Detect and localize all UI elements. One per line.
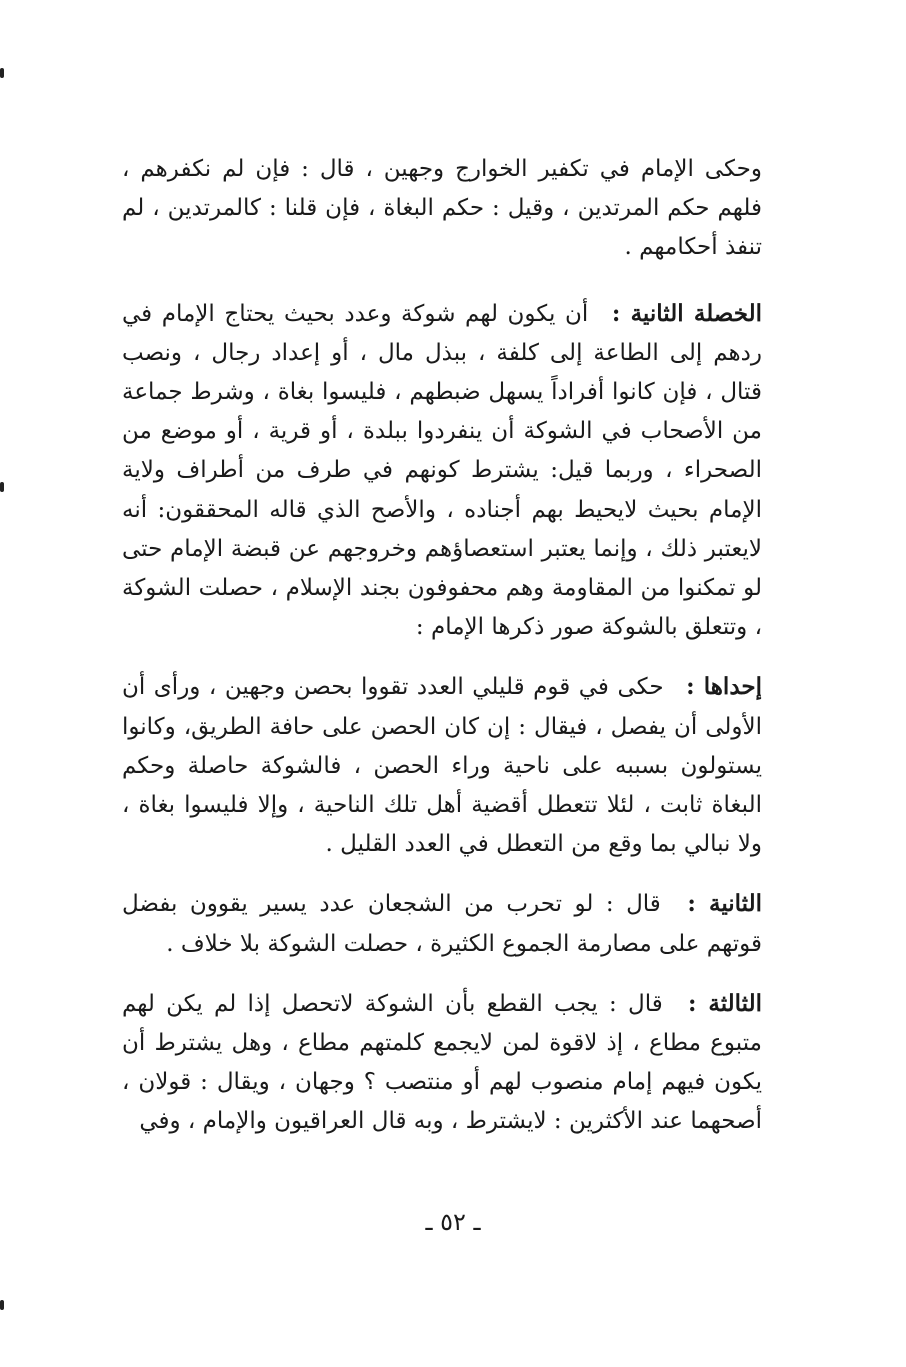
paragraph-text: قال : يجب القطع بأن الشوكة لاتحصل إذا لم يكن لهم متبوع مطاع ، إذ لاقوة لمن لايجمع كلمتهم مطاع ، وهل يشترط أن يكون فيهم إمام منصوب لهم أو منتصب ؟ وجهان ، ويقال : قولان ، أصحهما عند الأكثرين : لايشترط ، وبه قال العراقيون والإمام ، وفي [122,990,762,1135]
scan-edge-mark [0,68,4,78]
paragraph-khawarij [122,150,762,268]
paragraph-text: حكى في قوم قليلي العدد تقووا بحصن وجهين ، ورأى أن الأولى أن يفصل ، فيقال : إن كان الحصن على حافة الطريق، وكانوا يستولون بسببه على ناحية وراء الحصن ، فالشوكة حاصلة وحكم البغاة ثابت ، لئلا تتعطل أقضية أهل تلك الناحية ، وإلا فليسوا بغاة ، ولا نبالي بما وقع من التعطل في العدد القليل . [122,674,762,858]
section-heading: إحداها : [686,673,762,701]
paragraph-second-case [122,884,762,963]
paragraph-first-case [122,667,762,864]
page-number: ـ ٥٢ ـ [425,1208,481,1236]
document-page [122,150,762,1142]
spacer [122,964,762,984]
paragraph-text: قال : لو تحرب من الشجعان عدد يسير يقوون بفضل قوتهم على مصارمة الجموع الكثيرة ، حصلت الشوكة بلا خلاف . [122,891,762,957]
paragraph-text: وحكى الإمام في تكفير الخوارج وجهين ، قال : فإن لم نكفرهم ، فلهم حكم المرتدين ، وقيل : حكم البغاة ، فإن قلنا : كالمرتدين ، لم تنفذ أحكامهم . [122,156,762,261]
spacer [122,864,762,884]
paragraph-second-trait [122,294,762,648]
section-heading: الخصلة الثانية : [611,299,762,327]
spacer [122,647,762,667]
paragraph-third-case [122,984,762,1142]
spacer [122,268,762,294]
scan-edge-mark [0,1300,4,1310]
paragraph-text: أن يكون لهم شوكة وعدد بحيث يحتاج الإمام في ردهم إلى الطاعة إلى كلفة ، ببذل مال ، أو إعداد رجال ، ونصب قتال ، فإن كانوا أفراداً يسهل ضبطهم ، فليسوا بغاة ، وشرط جماعة من الأصحاب في الشوكة أن ينفردوا ببلدة ، أو قرية ، أو موضع من الصحراء ، وربما قيل: يشترط كونهم في طرف من أطراف ولاية الإمام بحيث لايحيط بهم أجناده ، والأصح الذي قاله المحققون: أنه لايعتبر ذلك ، وإنما يعتبر استعصاؤهم وخروجهم عن قبضة الإمام حتى لو تمكنوا من المقاومة وهم محفوفون بجند الإسلام ، حصلت الشوكة ، وتتعلق بالشوكة صور ذكرها الإمام : [122,300,762,641]
scan-edge-mark [0,482,4,492]
section-heading: الثالثة : [687,989,762,1017]
section-heading: الثانية : [687,890,763,918]
